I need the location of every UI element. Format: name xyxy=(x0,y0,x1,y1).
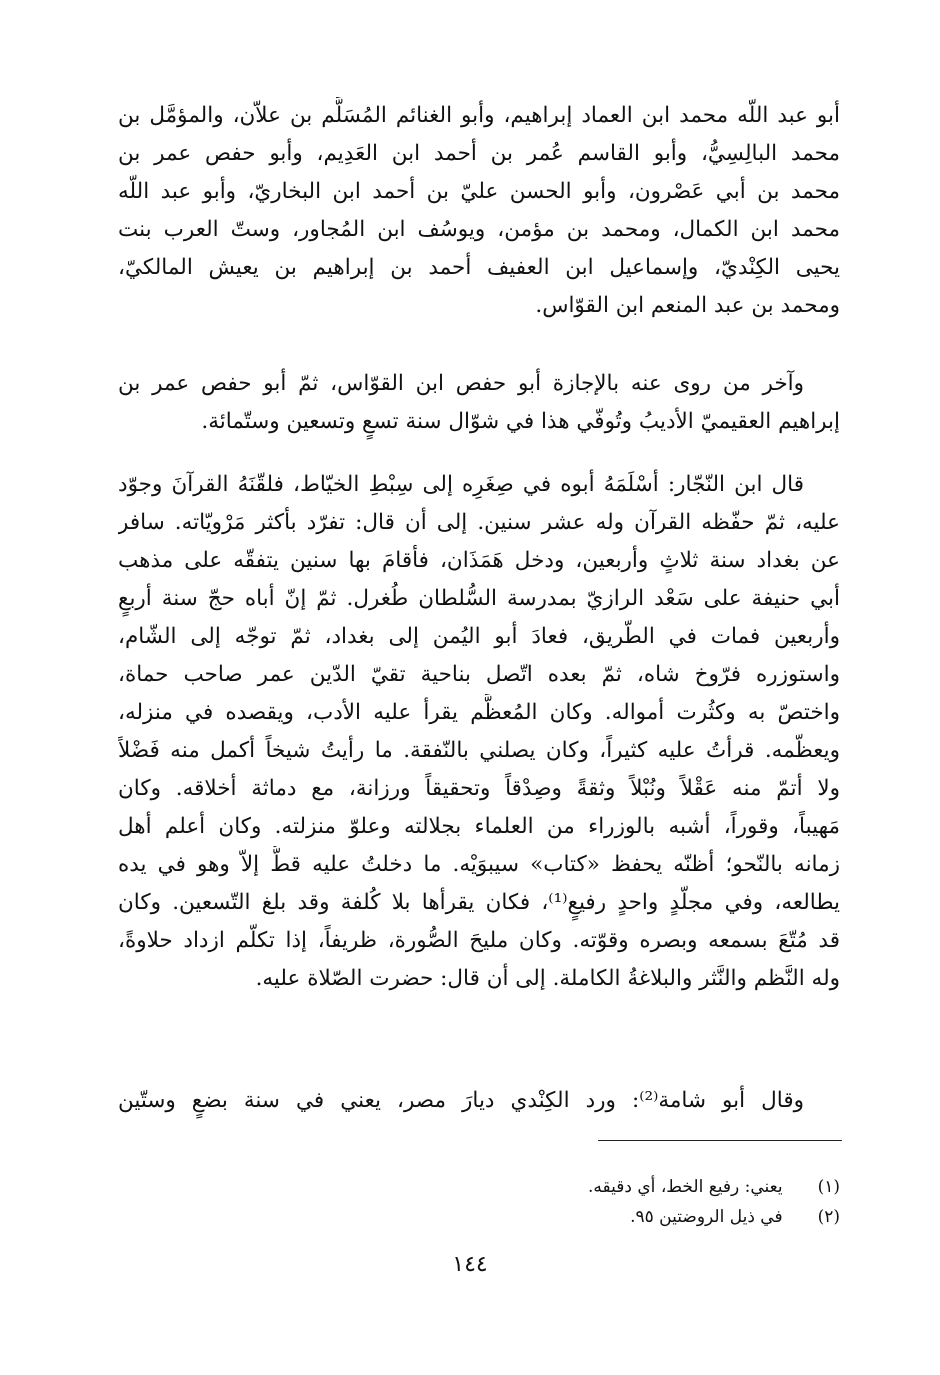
text-line: قال ابن النّجّار: أسْلَمَهُ أبوه في صِغَرِه إلى سِبْطِ الخيّاط، فلقّنَهُ القرآنَ وجوّد xyxy=(118,472,804,497)
text-line: مَهيباً، وقوراً، أشبه بالوزراء من العلماء بجلالته وعلوّ منزلته. وكان أعلم أهل xyxy=(118,814,840,839)
text-line: وقال أبو شامة⁽²⁾: ورد الكِنْدي ديارَ مصر، يعني في سنة بضعٍ وستّين xyxy=(118,1088,804,1113)
text-line: ويعظّمه. قرأتُ عليه كثيراً، وكان يصلني بالنّفقة. ما رأيتُ شيخاً أكمل منه فَضْلاً xyxy=(118,738,840,763)
footnote-number: (٢) xyxy=(817,1207,840,1227)
text-line: ومحمد بن عبد المنعم ابن القوّاس. xyxy=(535,293,840,318)
text-line: عليه، ثمّ حفّظه القرآن وله عشر سنين. إلى أن قال: تفرّد بأكثر مَرْويّاته. سافر xyxy=(118,510,840,535)
text-line: ولا أتمّ منه عَقْلاً ونُبْلاً وثقةً وصِدْقاً وتحقيقاً ورزانة، مع دماثة أخلاقه. وكان xyxy=(118,776,840,801)
text-line: محمد ابن الكمال، ومحمد بن مؤمن، ويوسُف ابن المُجاور، وستّ العرب بنت xyxy=(118,217,840,242)
footnote-number: (١) xyxy=(817,1177,840,1197)
footnote-text: في ذيل الروضتين ٩٥. xyxy=(630,1207,783,1227)
text-line: محمد البالِسِيُّ، وأبو القاسم عُمر بن أحمد ابن العَدِيم، وأبو حفص عمر بن xyxy=(118,141,840,166)
text-line: إبراهيم العقيميّ الأديبُ وتُوفّي هذا في شوّال سنة تسعٍ وتسعين وستّمائة. xyxy=(201,409,840,434)
text-line: واستوزره فرّوخ شاه، ثمّ بعده اتّصل بناحية تقيّ الدّين عمر صاحب حماة، xyxy=(118,662,840,687)
footnote-text: يعني: رفيع الخط، أي دقيقه. xyxy=(588,1177,783,1197)
text-line: واختصّ به وكثُرت أمواله. وكان المُعظَّم يقرأ عليه الأدب، ويقصده في منزله، xyxy=(118,700,840,725)
paragraph-ibn-najjar xyxy=(118,466,840,998)
page-number: ١٤٤ xyxy=(452,1252,488,1277)
paragraph-abu-shama xyxy=(118,1082,840,1120)
text-line: يطالعه، وفي مجلّدٍ واحدٍ رفيعٍ⁽¹⁾، فكان يقرأها بلا كُلفة وقد بلغ التّسعين. وكان xyxy=(118,890,840,915)
footnote-1 xyxy=(400,1172,840,1202)
footnote-divider xyxy=(598,1140,842,1141)
text-line: وآخر من روى عنه بالإجازة أبو حفص ابن القوّاس، ثمّ أبو حفص عمر بن xyxy=(118,371,804,396)
paragraph-ijaza xyxy=(118,365,840,441)
text-line: زمانه بالنّحو؛ أظنّه يحفظ «كتاب» سيبوَيْه. ما دخلتُ عليه قطُّ إلاّ وهو في يده xyxy=(118,852,840,877)
text-line: قد مُتّعَ بسمعه وبصره وقوّته. وكان مليحَ الصُّورة، ظريفاً، إذا تكلّم ازداد حلاوةً، xyxy=(118,928,840,953)
text-line: أبي حنيفة على سَعْد الرازيّ بمدرسة السُّلطان طُغرل. ثمّ إنّ أباه حجّ سنة أربعٍ xyxy=(118,586,840,611)
text-line: وله النَّظم والنَّثر والبلاغةُ الكاملة. إلى أن قال: حضرت الصّلاة عليه. xyxy=(255,966,840,991)
text-line: عن بغداد سنة ثلاثٍ وأربعين، ودخل هَمَذَان، فأقامَ بها سنين يتفقّه على مذهب xyxy=(118,548,840,573)
footnotes xyxy=(400,1172,840,1232)
text-line: يحيى الكِنْديّ، وإسماعيل ابن العفيف أحمد بن إبراهيم بن يعيش المالكيّ، xyxy=(118,255,840,280)
text-line: أبو عبد اللّه محمد ابن العماد إبراهيم، وأبو الغنائم المُسَلَّم بن علاّن، والمؤمَّل بن xyxy=(118,103,840,128)
text-line: محمد بن أبي عَصْرون، وأبو الحسن عليّ بن أحمد ابن البخاريّ، وأبو عبد اللّه xyxy=(118,179,840,204)
footnote-2 xyxy=(400,1202,840,1232)
text-line: وأربعين فمات في الطّريق، فعادَ أبو اليُمن إلى بغداد، ثمّ توجّه إلى الشّام، xyxy=(118,624,840,649)
paragraph-teachers xyxy=(118,97,840,325)
